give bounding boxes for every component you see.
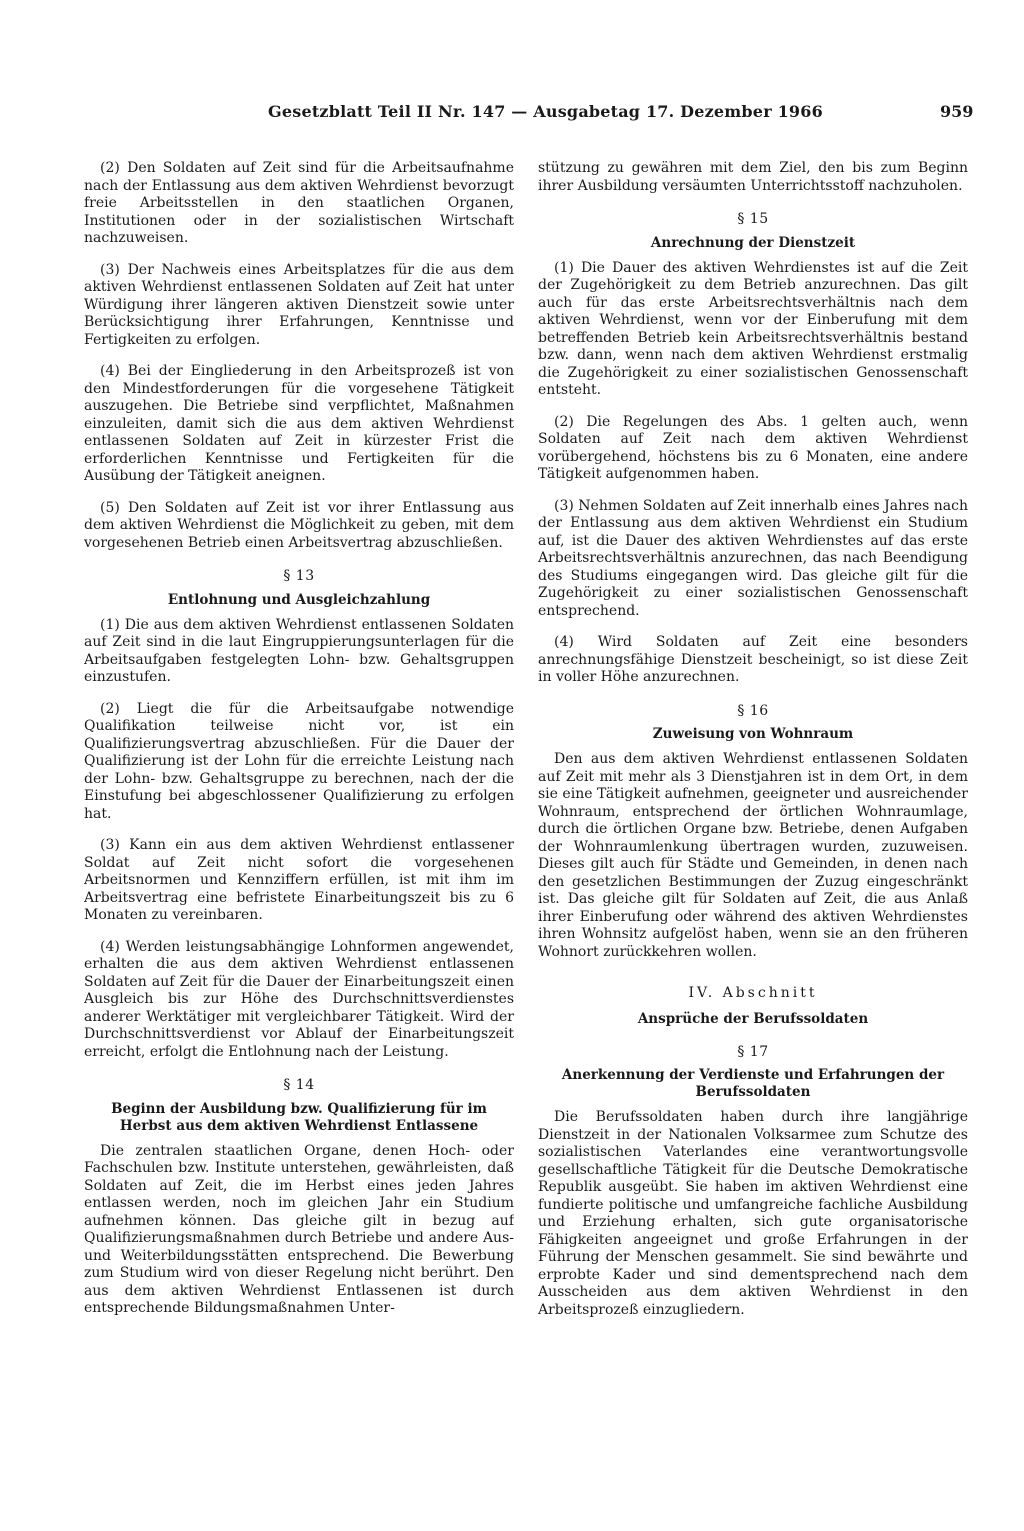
header-title: Gesetzblatt Teil II Nr. 147 — Ausgabetag 17. Dezember 1966 <box>268 102 823 121</box>
paragraph: (2) Liegt die für die Arbeitsaufgabe notwendige Qualifikation teilweise nicht vor, ist ein Qualifizierungsvertrag abzuschließen. Für die Dauer der Qualifizierung ist der Lohn für die erreichte Leistung nach der Lohn- bzw. Gehaltsgruppe zu berechnen, nach der die Einstufung bei abgeschlossener Qualifizierung zu erfolgen hat. <box>84 700 514 822</box>
right-column <box>538 160 968 1390</box>
chapter-heading: IV. Abschnitt <box>688 985 818 1001</box>
page-number: 959 <box>940 102 974 121</box>
section-number: § 13 <box>283 568 315 584</box>
page-header <box>0 100 1024 130</box>
paragraph: (1) Die aus dem aktiven Wehrdienst entlassenen Soldaten auf Zeit sind in die laut Eingruppierungsunterlagen für die Arbeitsaufgaben festgelegten Lohn- bzw. Gehaltsgruppen einzustufen. <box>84 616 514 685</box>
paragraph: (5) Den Soldaten auf Zeit ist vor ihrer Entlassung aus dem aktiven Wehrdienst die Möglichkeit zu geben, mit dem vorgesehenen Betrieb einen Arbeitsvertrag abzuschließen. <box>84 499 514 551</box>
paragraph: (1) Die Dauer des aktiven Wehrdienstes ist auf die Zeit der Zugehörigkeit zu dem Betrieb anzurechnen. Das gilt auch für das erste Arbeitsrechtsverhältnis nach dem aktiven Wehrdienst, wenn vor der Einberufung mit dem betreffenden Betrieb kein Arbeitsrechtsverhältnis bestand bzw. dann, wenn nach dem aktiven Wehrdienst erstmalig die Zugehörigkeit zu einer sozialistischen Genossenschaft entsteht. <box>538 259 968 398</box>
section-title: Zuweisung von Wohnraum <box>652 726 854 742</box>
paragraph: (4) Bei der Eingliederung in den Arbeitsprozeß ist von den Mindestforderungen für die vorgesehene Tätigkeit auszugehen. Die Betriebe sind verpflichtet, Maßnahmen einzuleiten, damit sich die aus dem aktiven Wehrdienst entlassenen Soldaten auf Zeit in kürzester Frist die erforderlichen Kenntnisse und Fertigkeiten für die Ausübung der Tätigkeit aneignen. <box>84 363 514 484</box>
section-number: § 14 <box>283 1077 315 1093</box>
paragraph: stützung zu gewähren mit dem Ziel, den bis zum Beginn ihrer Ausbildung versäumten Unterrichtsstoff nachzuholen. <box>538 160 968 194</box>
paragraph: Die zentralen staatlichen Organe, denen Hoch- oder Fachschulen bzw. Institute unterstehen, gewährleisten, daß Soldaten auf Zeit, die im Herbst eines jeden Jahres entlassen werden, noch im gleichen Jahr ein Studium aufnehmen können. Das gleiche gilt in bezug auf Qualifizierungsmaßnahmen durch Betriebe und andere Aus- und Weiterbildungsstätten entsprechend. Die Bewerbung zum Studium wird von dieser Regelung nicht berührt. Den aus dem aktiven Wehrdienst Entlassenen ist durch entsprechende Bildungsmaßnahmen Unter- <box>84 1142 514 1316</box>
chapter-title: Ansprüche der Berufssoldaten <box>637 1010 869 1027</box>
section-title: Beginn der Ausbildung bzw. Qualifizierung für im Herbst aus dem aktiven Wehrdienst Entlassene <box>111 1100 487 1134</box>
section-title: Entlohnung und Ausgleichzahlung <box>167 591 431 608</box>
section-number: § 15 <box>737 211 769 227</box>
paragraph: (3) Der Nachweis eines Arbeitsplatzes für die aus dem aktiven Wehrdienst entlassenen Soldaten auf Zeit hat unter Würdigung ihrer längeren aktiven Dienstzeit sowie unter Berücksichtigung ihrer Erfahrungen, Kenntnisse und Fertigkeiten zu erfolgen. <box>84 261 514 348</box>
paragraph: (2) Die Regelungen des Abs. 1 gelten auch, wenn Soldaten auf Zeit nach dem aktiven Wehrdienst vorübergehend, höchstens bis zu 6 Monaten, eine andere Tätigkeit aufgenommen haben. <box>538 413 968 482</box>
paragraph: (3) Nehmen Soldaten auf Zeit innerhalb eines Jahres nach der Entlassung aus dem aktiven Wehrdienst ein Studium auf, ist die Dauer des aktiven Wehrdienstes auf das erste Arbeitsrechtsverhältnis anzurechnen, das nach Beendigung des Studiums eingegangen wird. Das gleiche gilt für die Zugehörigkeit zu einer sozialistischen Genossenschaft entsprechend. <box>538 497 968 619</box>
paragraph: (4) Wird Soldaten auf Zeit eine besonders anrechnungsfähige Dienstzeit bescheinigt, so ist diese Zeit in voller Höhe anzurechnen. <box>538 634 968 685</box>
section-title: Anerkennung der Verdienste und Erfahrungen der Berufssoldaten <box>561 1067 945 1100</box>
section-number: § 16 <box>737 702 769 719</box>
paragraph: (2) Den Soldaten auf Zeit sind für die Arbeitsaufnahme nach der Entlassung aus dem aktiven Wehrdienst bevorzugt freie Arbeitsstellen in den staatlichen Organen, Institutionen oder in der sozialistischen Wirtschaft nachzuweisen. <box>84 160 514 246</box>
paragraph: (3) Kann ein aus dem aktiven Wehrdienst entlassener Soldat auf Zeit nicht sofort die vorgesehenen Arbeitsnormen und Kennziffern erfüllen, ist mit ihm im Arbeitsvertrag eine befristete Einarbeitungszeit bis zu 6 Monaten zu vereinbaren. <box>84 837 514 923</box>
paragraph: (4) Werden leistungsabhängige Lohnformen angewendet, erhalten die aus dem aktiven Wehrdienst entlassenen Soldaten auf Zeit für die Dauer der Einarbeitungszeit einen Ausgleich bis zur Höhe des Durchschnittsverdienstes anderer Werktätiger mit vergleichbarer Tätigkeit. Wird der Durchschnittsverdienst vor Ablauf der Einarbeitungszeit erreicht, erfolgt die Entlohnung nach der Leistung. <box>84 938 514 1060</box>
left-column <box>84 160 514 1390</box>
section-number: § 17 <box>737 1043 769 1060</box>
section-title: Anrechnung der Dienstzeit <box>650 234 856 251</box>
paragraph: Den aus dem aktiven Wehrdienst entlassenen Soldaten auf Zeit mit mehr als 3 Dienstjahren ist in dem Ort, in dem sie eine Tätigkeit aufnehmen, geeigneter und ausreichender Wohnraum, entsprechend der örtlichen Wohnraumlage, durch die örtlichen Organe bzw. Betriebe, denen Aufgaben der Wohnraumlenkung übertragen wurden, zuzuweisen. Dieses gilt auch für Städte und Gemeinden, in denen nach den gesetzlichen Bestimmungen der Zuzug eingeschränkt ist. Das gleiche gilt für Soldaten auf Zeit, die aus Anlaß ihrer Einberufung oder während des aktiven Wehrdienstes ihren Wohnsitz aufgelöst haben, wenn sie an den früheren Wohnort zurückkehren wollen. <box>538 751 968 960</box>
paragraph: Die Berufssoldaten haben durch ihre langjährige Dienstzeit in der Nationalen Volksarmee zum Schutze des sozialistischen Vaterlandes eine verantwortungsvolle gesellschaftliche Tätigkeit für die Deutsche Demokratische Republik ausgeübt. Sie haben im aktiven Wehrdienst eine fundierte politische und umfangreiche fachliche Ausbildung und Erziehung erhalten, sich gute organisatorische Fähigkeiten angeeignet und große Erfahrungen in der Führung der Menschen gesammelt. Sie sind bewährte und erprobte Kader und sind dementsprechend nach dem Ausscheiden aus dem aktiven Wehrdienst in den Arbeitsprozeß einzugliedern. <box>538 1109 968 1318</box>
